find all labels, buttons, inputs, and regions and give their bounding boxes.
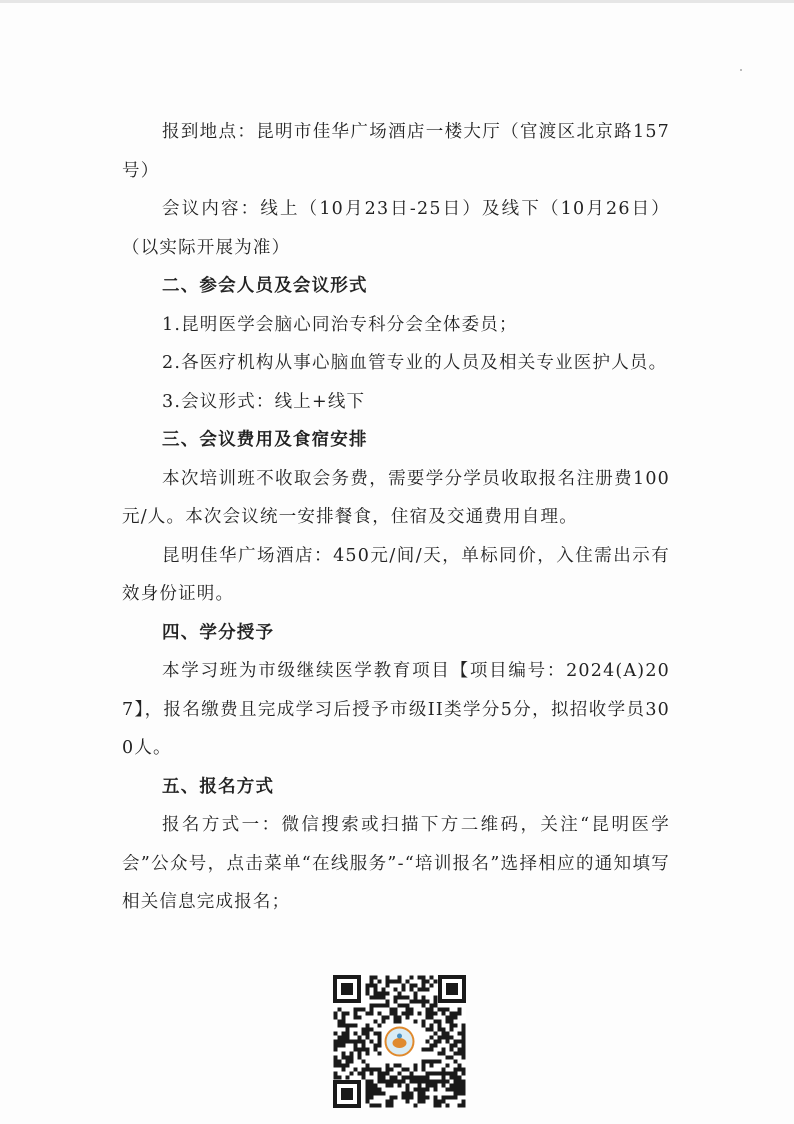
qr-finder-top-left: [333, 975, 361, 1003]
scan-speck: [740, 69, 742, 71]
document-body: [122, 113, 670, 922]
qr-finder-top-right: [438, 975, 466, 1003]
qr-code-icon[interactable]: [333, 975, 466, 1108]
heading-registration: 五、报名方式: [162, 776, 275, 797]
heading-fees: 三、会议费用及食宿安排: [162, 430, 368, 450]
page-top-edge: [0, 0, 794, 3]
qr-code-graphic: [333, 975, 466, 1108]
qr-finder-bottom-left: [333, 1080, 361, 1108]
paragraph-participants-2: 2.各医疗机构从事心脑血管专业的人员及相关专业医护人员。: [162, 353, 668, 373]
paragraph-venue: 报到地点：昆明市佳华广场酒店一楼大厅（官渡区北京路157号）: [122, 122, 670, 181]
paragraph-fees: 本次培训班不收取会务费，需要学分学员收取报名注册费100元/人。本次会议统一安排餐食，住宿及交通费用自理。: [122, 468, 670, 527]
paragraph-meeting-format: 3.会议形式：线上+线下: [162, 391, 366, 412]
paragraph-registration: 报名方式一：微信搜索或扫描下方二维码，关注“昆明医学会”公众号，点击菜单“在线服务”-“培训报名”选择相应的通知填写相关信息完成报名；: [122, 815, 670, 912]
kunming-medical-association-logo-icon: [383, 1025, 416, 1058]
paragraph-meeting-content: 会议内容：线上（10月23日-25日）及线下（10月26日）（以实际开展为准）: [122, 199, 670, 258]
paragraph-hotel: 昆明佳华广场酒店：450元/间/天，单标同价，入住需出示有效身份证明。: [122, 545, 670, 604]
heading-credits: 四、学分授予: [162, 622, 275, 643]
paragraph-participants-1: 1.昆明医学会脑心同治专科分会全体委员；: [162, 314, 518, 335]
paragraph-credits: 本学习班为市级继续医学教育项目【项目编号：2024(A)207】，报名缴费且完成学习后授予市级II类学分5分，拟招收学员300人。: [122, 661, 670, 758]
heading-participants: 二、参会人员及会议形式: [162, 276, 368, 296]
